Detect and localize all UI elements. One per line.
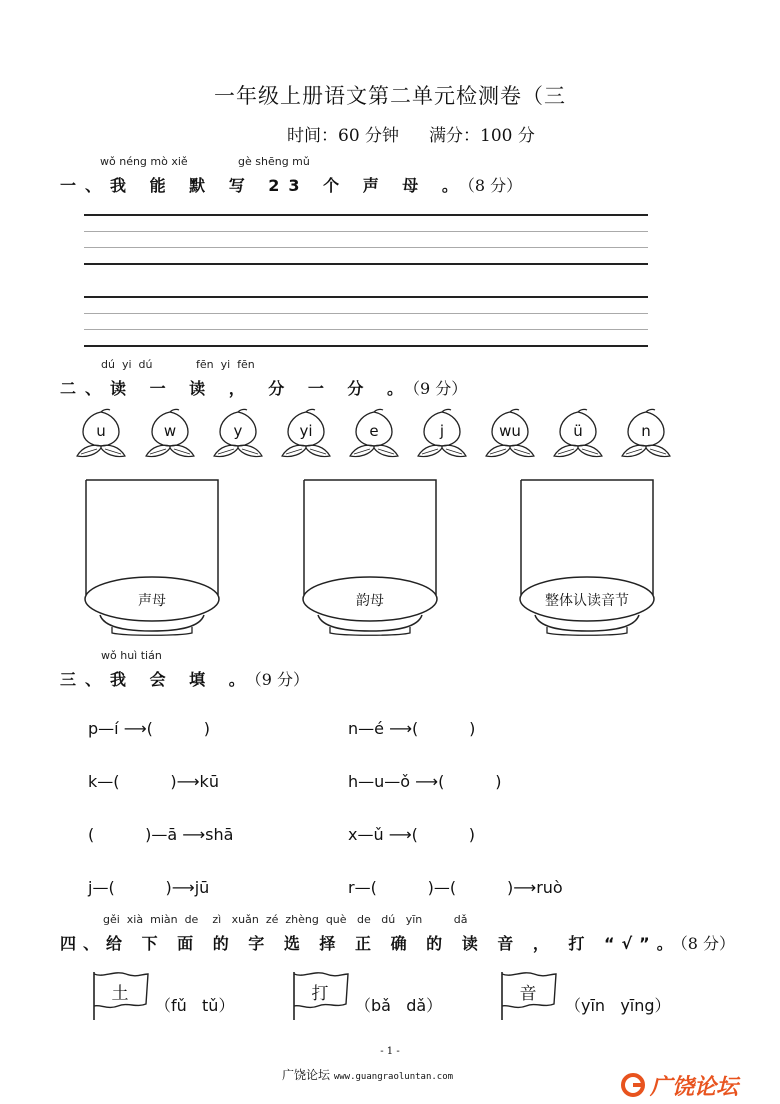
section4-score: （8 分）	[679, 934, 735, 953]
fill-item[interactable]: h—u—ǒ ⟶( )	[348, 772, 502, 791]
peach-label: yi	[299, 422, 313, 440]
basket-2[interactable]	[519, 477, 659, 637]
section2-pinyin-b: fēn yi fēn	[196, 358, 255, 371]
pinyin-writing-lines-1[interactable]	[84, 214, 648, 265]
peach-label: ü	[573, 422, 583, 440]
section3-heading	[60, 667, 309, 690]
section2-score: （9 分）	[412, 379, 468, 398]
flag-character: 打	[311, 984, 329, 1004]
peach-label: w	[163, 422, 177, 440]
brand-logo-icon	[620, 1072, 646, 1098]
basket-icon	[84, 477, 224, 637]
basket-label: 韵母	[356, 593, 384, 609]
section2-heading-text: 二、读 一 读 ， 分 一 分 。	[60, 379, 412, 398]
fill-item[interactable]: n—é ⟶( )	[348, 719, 476, 738]
peach-label: y	[233, 422, 243, 440]
section2-heading	[60, 376, 467, 399]
pinyin-writing-lines-2[interactable]	[84, 296, 648, 347]
peach-2[interactable]	[210, 408, 266, 460]
basket-label: 声母	[138, 593, 166, 609]
basket-icon	[519, 477, 659, 637]
peach-0[interactable]	[73, 408, 129, 460]
section1-pinyin-b: gè shēng mǔ	[238, 155, 310, 168]
fill-item[interactable]: r—( )—( )⟶ruò	[348, 878, 563, 897]
page-number: - 1 -	[380, 1046, 400, 1057]
peach-5[interactable]	[414, 408, 470, 460]
section4-heading	[60, 931, 735, 954]
peach-label: u	[96, 422, 106, 440]
section4-heading-text: 四、给 下 面 的 字 选 择 正 确 的 读 音 ， 打 “√”。	[60, 934, 680, 953]
peach-1[interactable]	[142, 408, 198, 460]
full-score: 满分：100 分	[429, 126, 535, 146]
page-title: 一年级上册语文第二单元检测卷（三	[214, 84, 566, 108]
peach-label: e	[369, 422, 379, 440]
flag-character: 土	[111, 984, 129, 1004]
fill-item[interactable]: k—( )⟶kū	[88, 772, 219, 791]
basket-label: 整体认读音节	[545, 593, 629, 609]
footer-name: 广饶论坛	[282, 1068, 331, 1082]
footer-url[interactable]: www.guangraoluntan.com	[333, 1072, 454, 1082]
peach-label: n	[641, 422, 651, 440]
exam-info	[287, 121, 535, 146]
peach-label: j	[439, 422, 445, 440]
brand-logo-text: 广饶论坛	[650, 1075, 739, 1100]
fill-item[interactable]: p—í ⟶( )	[88, 719, 210, 738]
section3-heading-text: 三、我 会 填 。	[60, 670, 254, 689]
basket-1[interactable]	[302, 477, 442, 637]
pronunciation-options-1[interactable]: （bǎ dǎ）	[355, 996, 443, 1015]
peach-4[interactable]	[346, 408, 402, 460]
section2-pinyin-a: dú yi dú	[101, 358, 153, 371]
section4-pinyin: gěi xià miàn de zì xuǎn zé zhèng què de dú yīn dǎ	[103, 913, 468, 926]
pronunciation-options-0[interactable]: （fǔ tǔ）	[155, 996, 235, 1015]
flag-character: 音	[519, 984, 537, 1004]
fill-item[interactable]: j—( )⟶jū	[88, 878, 210, 897]
section1-pinyin-a: wǒ néng mò xiě	[100, 155, 188, 168]
section1-score: （8 分）	[466, 176, 523, 195]
time-limit: 时间：60 分钟	[287, 126, 400, 146]
peach-3[interactable]	[278, 408, 334, 460]
basket-0[interactable]	[84, 477, 224, 637]
section1-heading-text: 一、我 能 默 写 23 个 声 母 。	[60, 176, 467, 195]
peach-7[interactable]	[550, 408, 606, 460]
fill-item[interactable]: x—ǔ ⟶( )	[348, 825, 475, 844]
section1-heading	[60, 173, 522, 196]
fill-item[interactable]: ( )—ā ⟶shā	[88, 825, 234, 844]
peach-8[interactable]	[618, 408, 674, 460]
pronunciation-options-2[interactable]: （yīn yīng）	[565, 996, 671, 1015]
character-flag-0	[90, 970, 152, 1022]
peach-6[interactable]	[482, 408, 538, 460]
section3-score: （9 分）	[253, 670, 309, 689]
peach-label: wu	[499, 422, 521, 440]
character-flag-2	[498, 970, 560, 1022]
character-flag-1	[290, 970, 352, 1022]
section3-pinyin: wǒ huì tián	[101, 649, 162, 662]
basket-icon	[302, 477, 442, 637]
footer	[282, 1066, 453, 1083]
